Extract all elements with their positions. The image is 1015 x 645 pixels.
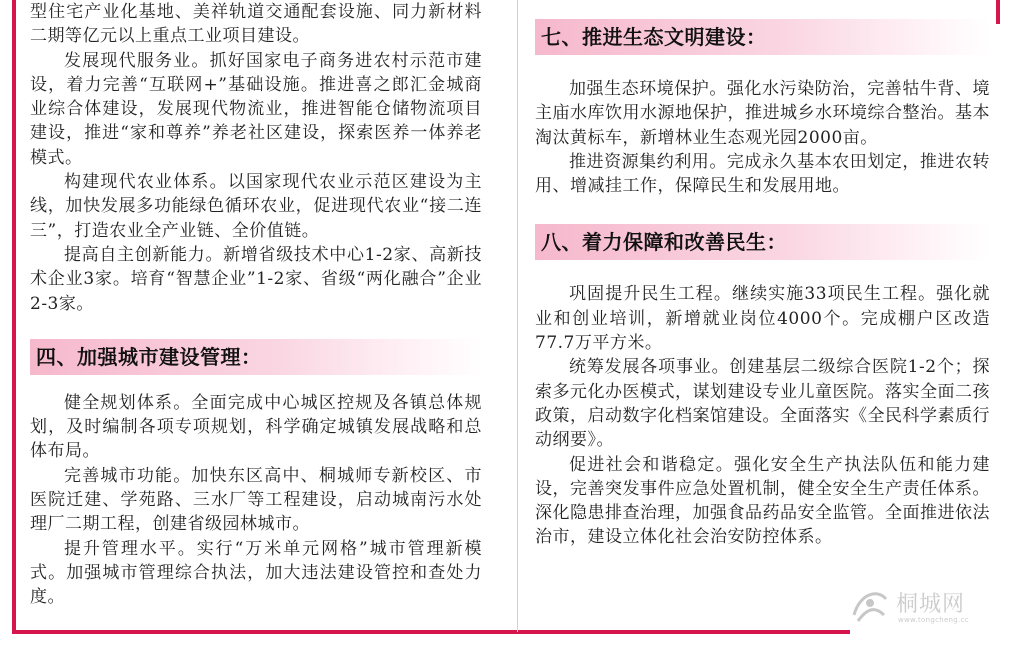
watermark <box>848 583 998 627</box>
paragraph-modern-agriculture: 构建现代农业体系。以国家现代农业示范区建设为主线，加快发展多功能绿色循环农业，促进现代农业“接二连三”，打造农业全产业链、全价值链。 <box>30 172 482 241</box>
paragraph-planning: 健全规划体系。全面完成中心城区控规及各镇总体规划，及时编制各项专项规划，科学确定城镇发展战略和总体布局。 <box>30 392 482 462</box>
paragraph-public-services: 统筹发展各项事业。创建基层二级综合医院1-2个；探索多元化办医模式，谋划建设专业儿童医院。落实全面二孩政策，启动数字化档案馆建设。全面落实《全民科学素质行动纲要》。 <box>535 357 990 451</box>
intro-paragraph: 型住宅产业化基地、美祥轨道交通配套设施、同力新材料二期等亿元以上重点工业项目建设。 <box>30 2 482 47</box>
right-column <box>535 0 990 550</box>
section-heading-4: 四、加强城市建设管理： <box>30 339 482 375</box>
paragraph-management: 提升管理水平。实行“万米单元网格”城市管理新模式。加强城市管理综合执法，加大违法建设管控和查处力度。 <box>30 538 482 608</box>
paragraph-social-stability: 促进社会和谐稳定。强化安全生产执法队伍和能力建设，完善突发事件应急处置机制，健全安全生产责任体系。深化隐患排查治理，加强食品药品安全监管。全面推进依法治市，建设立体化社会治安防控体系。 <box>535 454 990 548</box>
frame-right-border <box>996 0 1000 24</box>
frame-left-border <box>12 0 16 632</box>
paragraph-innovation: 提高自主创新能力。新增省级技术中心1-2家、高新技术企业3家。培育“智慧企业”1-2家、省级“两化融合”企业2-3家。 <box>30 244 482 314</box>
left-column <box>30 0 482 610</box>
section-heading-7: 七、推进生态文明建设： <box>535 19 990 55</box>
paragraph-livelihood: 巩固提升民生工程。继续实施33项民生工程。强化就业和创业培训，新增就业岗位4000个。完成棚户区改造77.7万平方米。 <box>535 284 990 354</box>
paragraph-city-functions: 完善城市功能。加快东区高中、桐城师专新校区、市医院迁建、学苑路、三水厂等工程建设，启动城南污水处理厂二期工程，创建省级园林城市。 <box>30 465 482 535</box>
paragraph-modern-services: 发展现代服务业。抓好国家电子商务进农村示范市建设，着力完善“互联网+”基础设施。推进喜之郎汇金城商业综合体建设，发展现代物流业，推进智能仓储物流项目建设，推进“家和尊养”养老社区建设，探索医养一体养老模式。 <box>30 50 482 168</box>
section-heading-8: 八、着力保障和改善民生： <box>535 224 990 260</box>
watermark-text: 桐城网 <box>896 592 966 617</box>
paragraph-eco-protection: 加强生态环境保护。强化水污染防治，完善牯牛背、境主庙水库饮用水源地保护，推进城乡水环境综合整治。基本淘汰黄标车，新增林业生态观光园2000亩。 <box>535 79 990 148</box>
watermark-url: www.tongcheng.cc <box>898 616 969 624</box>
column-divider <box>517 0 518 632</box>
paragraph-resource-use: 推进资源集约利用。完成永久基本农田划定，推进农转用、增减挂工作，保障民生和发展用地。 <box>535 151 990 197</box>
frame-bottom-border <box>12 630 850 634</box>
tongcheng-logo-icon <box>848 585 892 629</box>
